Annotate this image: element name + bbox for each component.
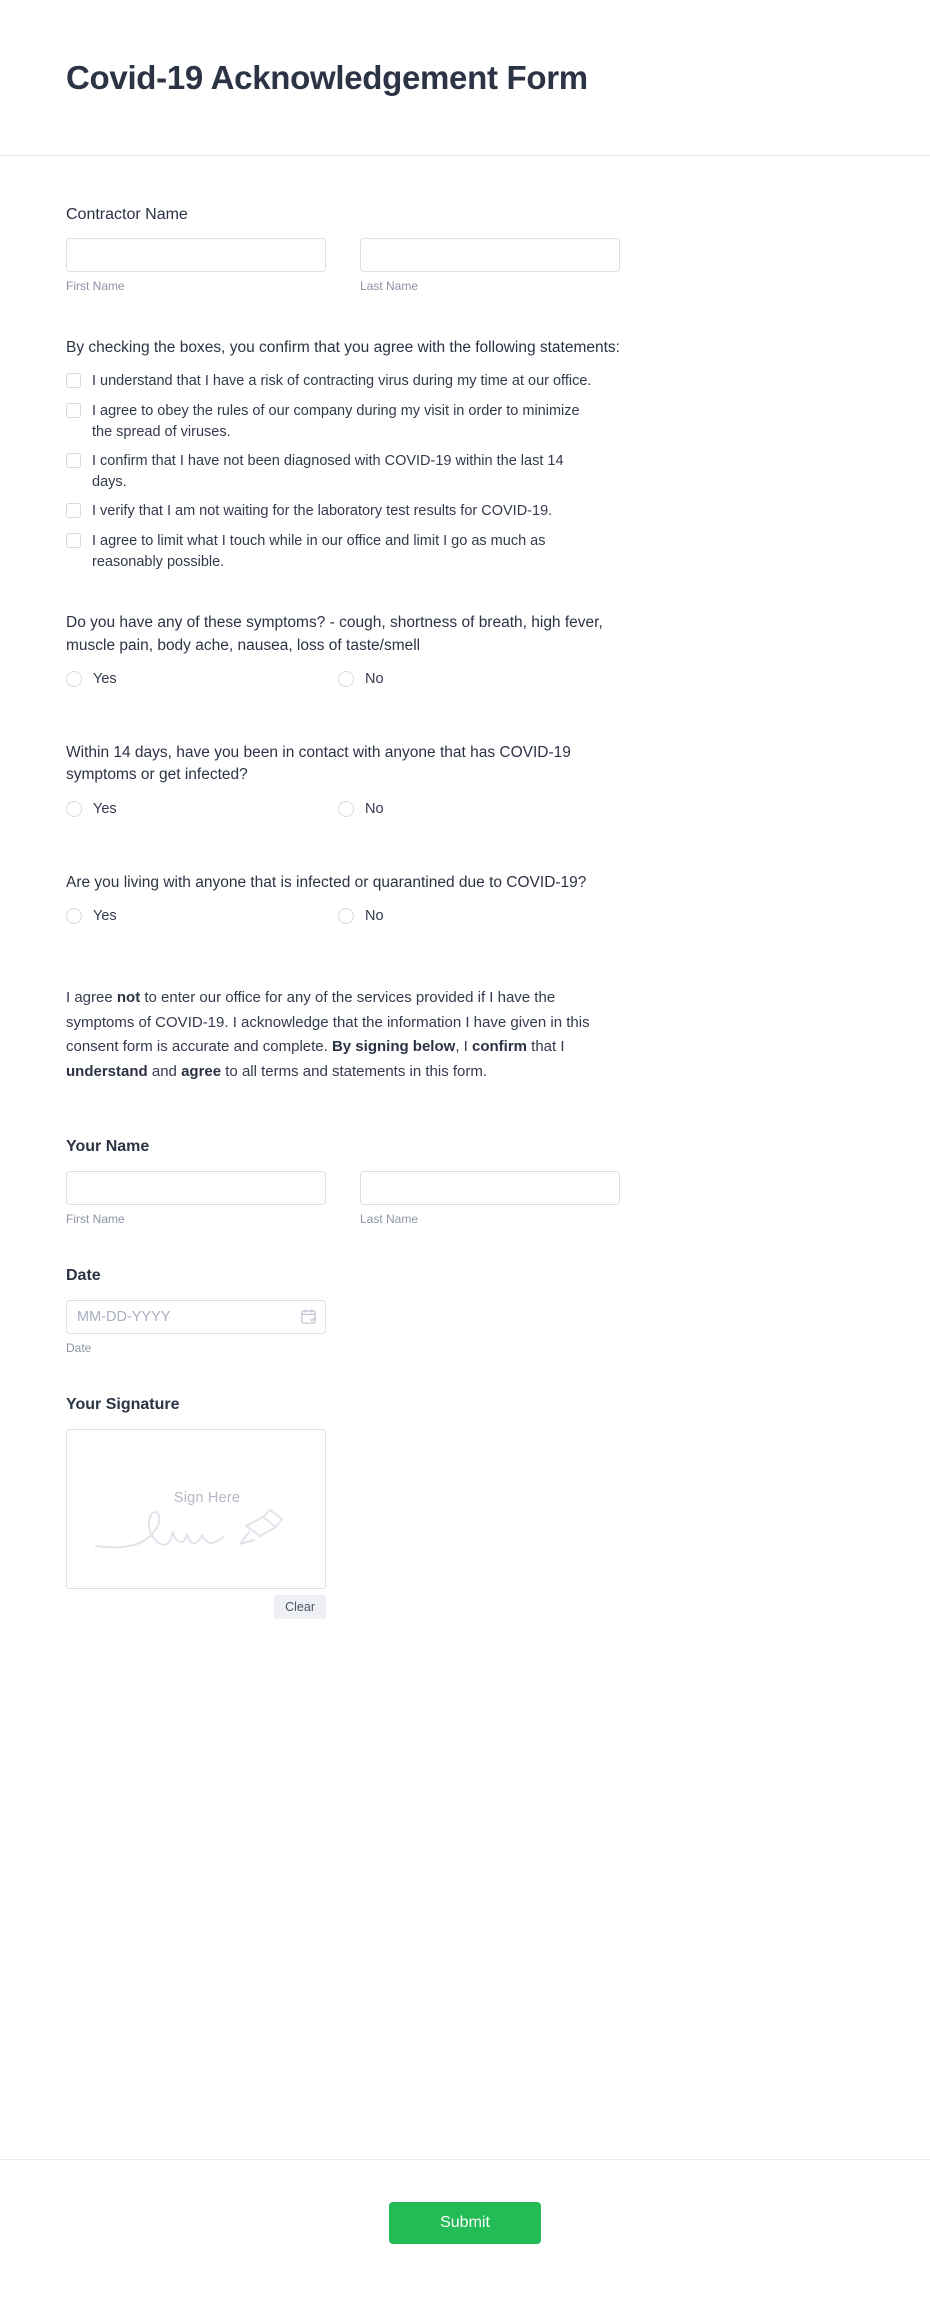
- date-field: [66, 1265, 864, 1356]
- your-first-name-input[interactable]: [66, 1171, 326, 1205]
- checkbox-item[interactable]: [66, 531, 864, 572]
- radio-label: Yes: [93, 800, 117, 817]
- your-first-name-sublabel: First Name: [66, 1211, 125, 1226]
- radio-option-no[interactable]: [338, 908, 610, 924]
- checkbox-label: I agree to limit what I touch while in our office and limit I go as much as reasonably possible.: [92, 532, 546, 570]
- consent-part-3: , I: [455, 1038, 472, 1056]
- clear-signature-button[interactable]: Clear: [274, 1595, 326, 1619]
- contractor-name-row: [66, 238, 864, 295]
- your-last-name-sublabel: Last Name: [360, 1211, 419, 1226]
- checkbox-label: I agree to obey the rules of our company during my visit in order to minimize the spread of viruses.: [92, 403, 580, 440]
- your-name-field: [66, 1136, 864, 1227]
- radio-icon[interactable]: [66, 671, 82, 687]
- contractor-last-name-sublabel: Last Name: [360, 279, 419, 294]
- date-input-wrapper: [66, 1300, 326, 1334]
- date-sublabel: Date: [66, 1340, 92, 1355]
- signature-field: [66, 1394, 864, 1618]
- consent-part-6: to all terms and statements in this form.: [221, 1062, 488, 1080]
- radio-group: [66, 671, 864, 687]
- radio-option-no[interactable]: [338, 801, 610, 817]
- checkbox-icon[interactable]: [66, 403, 81, 418]
- radio-option-no[interactable]: [338, 671, 610, 687]
- radio-option-yes[interactable]: [66, 671, 338, 687]
- contractor-name-field: [66, 204, 864, 295]
- radio-icon[interactable]: [66, 908, 82, 924]
- date-input[interactable]: [66, 1300, 326, 1334]
- your-last-name-col: [360, 1171, 620, 1228]
- checkbox-item[interactable]: [66, 401, 864, 442]
- form-body: [0, 156, 930, 2101]
- consent-bold-by-signing-below: By signing below: [331, 1038, 456, 1056]
- checkbox-item[interactable]: [66, 371, 864, 392]
- radio-label: No: [365, 908, 384, 925]
- radio-icon[interactable]: [66, 801, 82, 817]
- signature-hint-text: Sign Here: [173, 1489, 241, 1506]
- question-text: Are you living with anyone that is infected or quarantined due to COVID-19?: [66, 873, 587, 891]
- your-last-name-input[interactable]: [360, 1171, 620, 1205]
- radio-label: No: [365, 800, 384, 817]
- form-footer: [0, 2159, 930, 2310]
- consent-bold-agree: agree: [181, 1062, 222, 1080]
- consent-part-4: that I: [527, 1038, 565, 1056]
- checkbox-icon[interactable]: [66, 453, 81, 468]
- signature-label: Your Signature: [66, 1396, 180, 1414]
- question-symptoms: [66, 612, 864, 687]
- contractor-first-name-input[interactable]: [66, 238, 326, 272]
- radio-icon[interactable]: [338, 801, 354, 817]
- signature-clear-row: [66, 1595, 326, 1619]
- submit-button[interactable]: Submit: [389, 2202, 541, 2244]
- radio-group: [66, 801, 864, 817]
- question-text: Do you have any of these symptoms? - cough, shortness of breath, high fever, muscle pain, body ache, nausea, loss of taste/smell: [66, 614, 603, 654]
- acknowledgements-heading: By checking the boxes, you confirm that you agree with the following statements:: [66, 338, 620, 356]
- your-first-name-col: [66, 1171, 326, 1228]
- question-text: Within 14 days, have you been in contact with anyone that has COVID-19 symptoms or get infected?: [66, 744, 571, 784]
- consent-bold-understand: understand: [66, 1062, 148, 1080]
- form-header: [0, 0, 930, 156]
- consent-paragraph: [66, 986, 612, 1084]
- date-label: Date: [66, 1267, 101, 1285]
- contractor-last-name-col: [360, 238, 620, 295]
- consent-bold-not: not: [116, 989, 141, 1007]
- checkbox-label: I verify that I am not waiting for the laboratory test results for COVID-19.: [92, 503, 553, 520]
- radio-group: [66, 908, 864, 924]
- consent-part-5: and: [147, 1062, 182, 1080]
- checkbox-label: I understand that I have a risk of contracting virus during my time at our office.: [92, 373, 592, 390]
- consent-part-2: to enter our office for any of the services provided if I have the symptoms of COVID-19. I acknowledge that the information I have given in this consent form is accurate and complete.: [66, 989, 590, 1056]
- acknowledgements-list: [66, 371, 864, 572]
- checkbox-icon[interactable]: [66, 533, 81, 548]
- question-contact: [66, 742, 864, 817]
- checkbox-icon[interactable]: [66, 503, 81, 518]
- your-name-row: [66, 1171, 864, 1228]
- radio-label: Yes: [93, 908, 117, 925]
- checkbox-item[interactable]: [66, 451, 864, 492]
- consent-bold-confirm: confirm: [471, 1038, 527, 1056]
- signature-hint: [67, 1490, 325, 1554]
- contractor-name-label: Contractor Name: [66, 206, 188, 223]
- acknowledgements-field: [66, 337, 864, 572]
- signature-pad[interactable]: [66, 1429, 326, 1589]
- checkbox-label: I confirm that I have not been diagnosed with COVID-19 within the last 14 days.: [92, 453, 564, 490]
- radio-label: Yes: [93, 671, 117, 688]
- radio-option-yes[interactable]: [66, 908, 338, 924]
- checkbox-item[interactable]: [66, 501, 864, 522]
- page-title: Covid-19 Acknowledgement Form: [66, 58, 588, 96]
- radio-icon[interactable]: [338, 908, 354, 924]
- radio-option-yes[interactable]: [66, 801, 338, 817]
- contractor-last-name-input[interactable]: [360, 238, 620, 272]
- your-name-label: Your Name: [66, 1138, 150, 1156]
- contractor-first-name-sublabel: First Name: [66, 279, 125, 294]
- question-living-with: [66, 872, 864, 924]
- consent-part-1: I agree: [66, 989, 117, 1007]
- contractor-first-name-col: [66, 238, 326, 295]
- signature-scribble-icon: [91, 1502, 301, 1554]
- checkbox-icon[interactable]: [66, 373, 81, 388]
- radio-icon[interactable]: [338, 671, 354, 687]
- radio-label: No: [365, 671, 384, 688]
